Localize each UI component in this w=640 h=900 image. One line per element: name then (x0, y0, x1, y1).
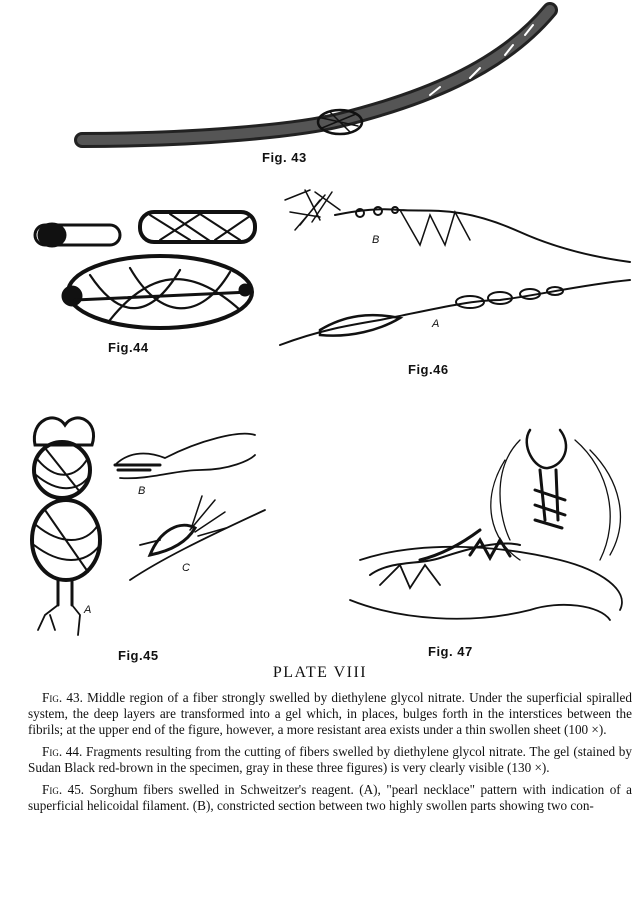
fig47-drawing (350, 430, 622, 620)
fig46-sublabel-b: B (372, 234, 380, 246)
caption-fig44-text: Fragments resulting from the cutting of fibers swelled by diethylene glycol nitrate. The gel (stained by Sudan Black red-brown in the specimen, gray in these three figures) is very clearly visible (130 ×). (28, 744, 632, 775)
fig45-sublabel-b: B (138, 485, 146, 497)
caption-fig44-label: Fig. 44. (42, 744, 83, 759)
fig45-sublabel-a: A (84, 604, 92, 616)
fig43-fiber-drawing (82, 10, 550, 140)
fig46-fibers-drawing (280, 190, 630, 345)
fig44-fragments-drawing (35, 212, 255, 328)
fig46-label: Fig.46 (408, 362, 449, 377)
fig45-sublabel-c: C (182, 562, 190, 574)
plate-title: PLATE VIII (272, 664, 368, 681)
fig45-drawing (32, 418, 265, 635)
fig45-label: Fig.45 (118, 648, 159, 663)
caption-fig43 (28, 690, 632, 738)
caption-fig44 (28, 744, 632, 776)
fig47-label: Fig. 47 (428, 644, 473, 659)
caption-fig45-label: Fig. 45. (42, 782, 85, 797)
fig43-label: Fig. 43 (262, 150, 307, 165)
caption-fig43-text: Middle region of a fiber strongly swelled by diethylene glycol nitrate. Under the superficial spiralled system, the deep layers are transformed into a gel which, in places, bulges forth in the interstices between the fibrils; at the upper end of the figure, however, a more resistant area exists under a thin swollen sheet (100 ×). (28, 690, 632, 737)
caption-fig43-label: Fig. 43. (42, 690, 83, 705)
captions (28, 690, 632, 820)
caption-fig45-text: Sorghum fibers swelled in Schweitzer's reagent. (A), "pearl necklace" pattern with indication of a superficial helicoidal filament. (B), constricted section between two highly swollen parts showing two con- (28, 782, 632, 813)
fig44-label: Fig.44 (108, 340, 149, 355)
fig46-sublabel-a: A (432, 318, 440, 330)
caption-fig45 (28, 782, 632, 814)
